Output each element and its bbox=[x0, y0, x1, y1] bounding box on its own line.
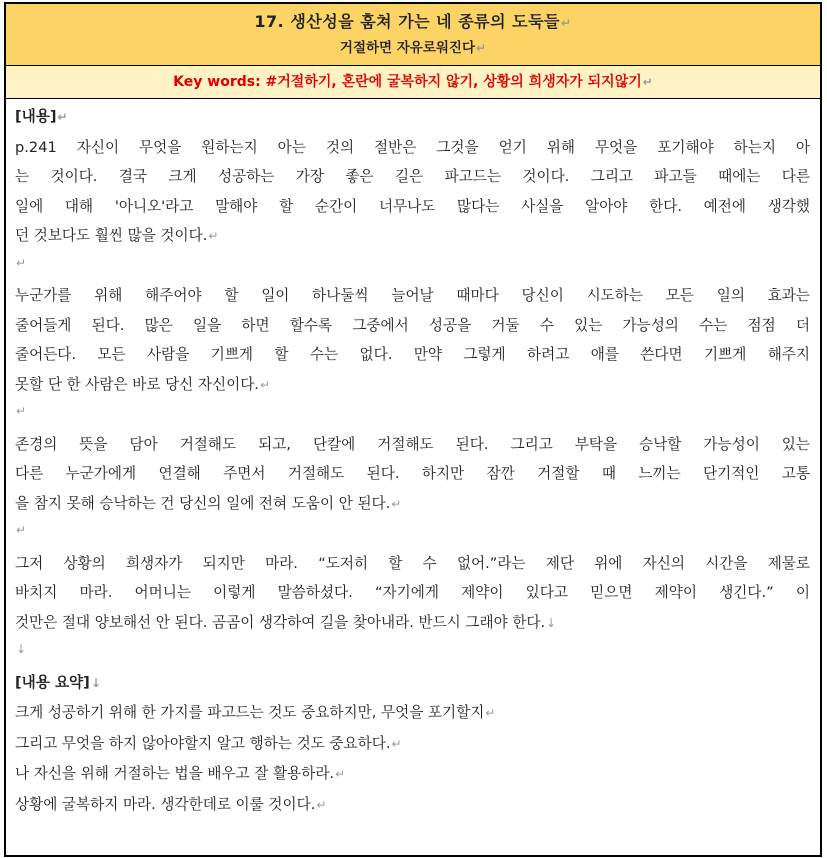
paragraph-line: 누군가를 위해 해주어야 할 일이 하나둘씩 늘어날 때마다 당신이 시도하는 모든 일의 효과는 bbox=[15, 287, 810, 304]
keywords-row bbox=[6, 66, 820, 99]
paragraph-line: 바치지 마라. 어머니는 이렇게 말씀하셨다. “자기에게 제약이 있다고 믿으면 제약이 생긴다.” 이 bbox=[15, 584, 810, 601]
paragraph-line: 던 것보다도 훨씬 많을 것이다.↵ bbox=[15, 227, 219, 244]
paragraph-line: 줄어든다. 모든 사람을 기쁘게 할 수는 없다. 만약 그렇게 하려고 애를 쓴다면 기쁘게 해주지 bbox=[15, 346, 810, 363]
page-subtitle: 거절하면 자유로워진다↵ bbox=[339, 40, 487, 56]
paragraph-line: 것만은 절대 양보해선 안 된다. 곰곰이 생각하여 길을 찾아내라. 반드시 그래야 한다.↓ bbox=[15, 613, 557, 631]
paragraph-line: 줄어들게 된다. 많은 일을 하면 할수록 그중에서 성공을 거둘 수 있는 가능성의 수는 점점 더 bbox=[15, 316, 810, 334]
blank-line: ↵ bbox=[16, 523, 27, 537]
title-row bbox=[6, 4, 820, 66]
blank-line: ↵ bbox=[16, 404, 27, 418]
summary-line: 그리고 무엇을 하지 않아야할지 알고 행하는 것도 중요하다.↵ bbox=[15, 734, 402, 752]
paragraph-line: 존경의 뜻을 담아 거절해도 되고, 단칼에 거절해도 된다. 그리고 부탁을 승낙할 가능성이 있는 bbox=[15, 435, 810, 453]
paragraph-line: 일에 대해 '아니오'라고 말해야 할 순간이 너무나도 많다는 사실을 알아야 한다. 예전에 생각했 bbox=[15, 197, 810, 215]
keywords-text: Key words: #거절하기, 혼란에 굴복하지 않기, 상황의 희생자가 되지않기↵ bbox=[173, 74, 653, 90]
summary-heading: [내용 요약]↓ bbox=[15, 673, 101, 691]
paragraph-line: 그저 상황의 희생자가 되지만 마라. “도저히 할 수 없어.”라는 제단 위에 자신의 시간을 제물로 bbox=[15, 554, 810, 572]
page-title: 17. 생산성을 훔쳐 가는 네 종류의 도둑들↵ bbox=[254, 12, 572, 31]
content-heading: [내용]↵ bbox=[15, 108, 68, 125]
summary-line: 크게 성공하기 위해 한 가지를 파고드는 것도 중요하지만, 무엇을 포기할지↵ bbox=[15, 704, 496, 721]
document-table bbox=[4, 2, 822, 857]
blank-line: ↓ bbox=[16, 642, 27, 656]
summary-line: 상황에 굴복하지 마라. 생각한데로 이룰 것이다.↵ bbox=[15, 795, 327, 813]
paragraph-line: p.241 자신이 무엇을 원하는지 아는 것의 절반은 그것을 얻기 위해 무엇을 포기해야 하는지 아 bbox=[15, 138, 810, 156]
paragraph-line: 못할 단 한 사람은 바로 당신 자신이다.↵ bbox=[15, 375, 270, 393]
paragraph-line: 을 참지 못해 승낙하는 건 당신의 일에 전혀 도움이 안 된다.↵ bbox=[15, 494, 402, 512]
paragraph-line: 는 것이다. 결국 크게 성공하는 가장 좋은 길은 파고드는 것이다. 그리고 파고들 때에는 다른 bbox=[15, 168, 810, 185]
blank-line: ↵ bbox=[16, 255, 27, 270]
content-body bbox=[6, 99, 820, 855]
summary-line: 나 자신을 위해 거절하는 법을 배우고 잘 활용하라.↵ bbox=[15, 765, 346, 782]
paragraph-line: 다른 누군가에게 연결해 주면서 거절해도 된다. 하지만 잠깐 거절할 때 느끼는 단기적인 고통 bbox=[15, 465, 810, 482]
